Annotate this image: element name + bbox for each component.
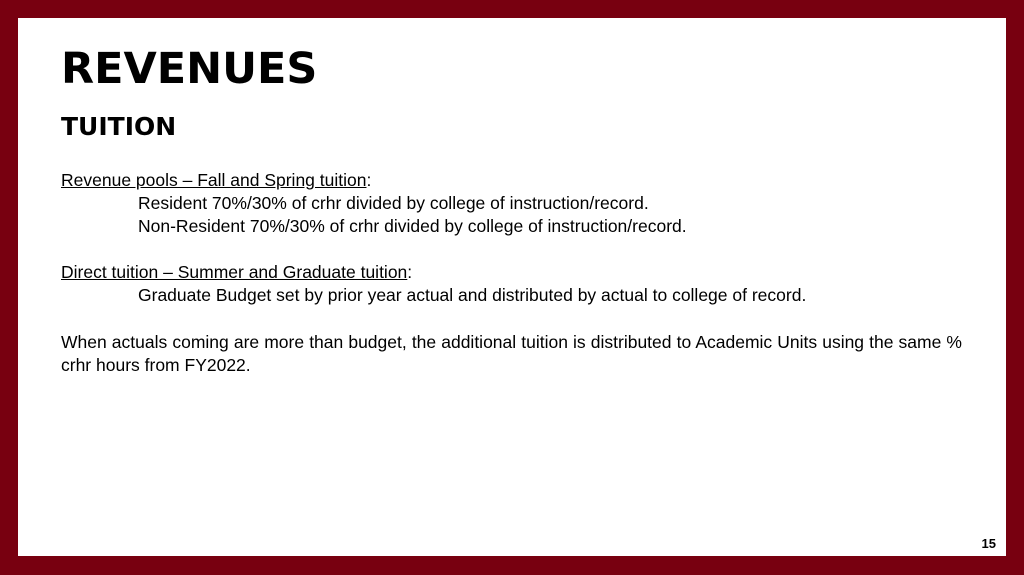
slide-subtitle: TUITION <box>61 112 177 141</box>
graduate-budget-line: Graduate Budget set by prior year actual and distributed by actual to college of record. <box>138 285 807 305</box>
resident-line: Resident 70%/30% of crhr divided by college of instruction/record. <box>138 193 649 213</box>
direct-tuition-section <box>61 261 962 307</box>
revenue-pools-section <box>61 169 962 238</box>
revenue-pools-heading-suffix: : <box>366 170 372 190</box>
direct-tuition-heading-suffix: : <box>407 262 413 282</box>
revenue-pools-heading-line <box>61 169 962 192</box>
budget-note: When actuals coming are more than budget, the additional tuition is distributed to Academic Units using the same % crhr hours from FY2022. <box>61 332 962 375</box>
page-number: 15 <box>981 536 996 551</box>
slide <box>18 18 1006 556</box>
direct-tuition-heading: Direct tuition – Summer and Graduate tuition <box>61 262 408 282</box>
direct-tuition-heading-line <box>61 261 962 284</box>
revenue-pools-heading: Revenue pools – Fall and Spring tuition <box>61 170 367 190</box>
slide-title: REVENUES <box>61 44 318 94</box>
non-resident-line: Non-Resident 70%/30% of crhr divided by college of instruction/record. <box>138 216 687 236</box>
